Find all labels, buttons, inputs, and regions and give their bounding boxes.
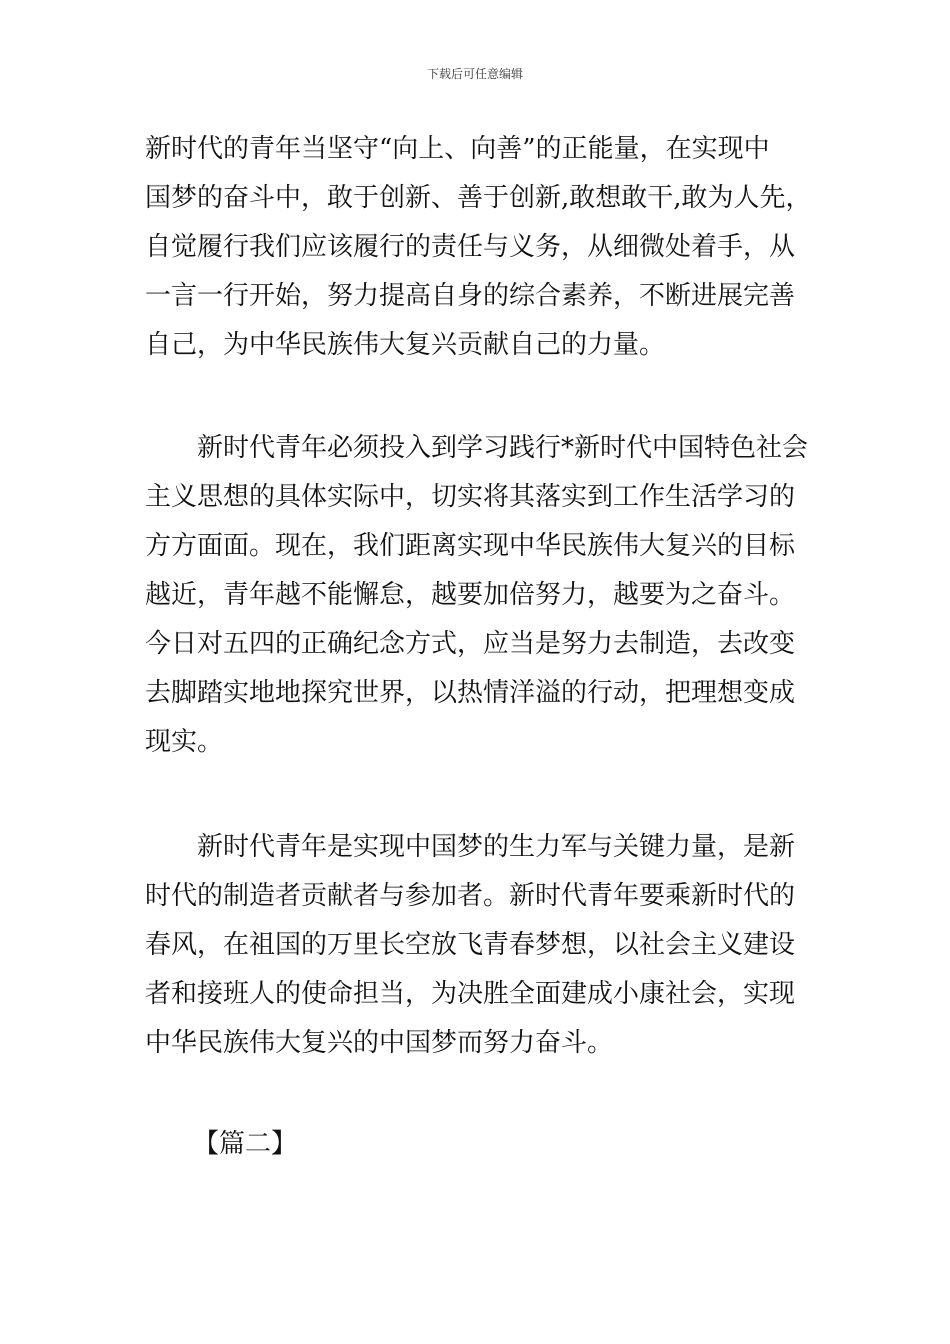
section-heading: 【篇二】 xyxy=(193,1129,298,1159)
paragraph-line: 新时代青年必须投入到学习践行*新时代中国特色社会 xyxy=(145,433,809,463)
paragraph-line: 新时代的青年当坚守“向上、向善”的正能量，在实现中 xyxy=(145,134,770,164)
paragraph-line: 现实。 xyxy=(145,727,224,757)
paragraph-line: 越近，青年越不能懈怠，越要加倍努力，越要为之奋斗。 xyxy=(145,580,796,610)
paragraph-line: 主义思想的具体实际中，切实将其落实到工作生活学习的 xyxy=(145,482,796,512)
paragraph-line: 方方面面。现在，我们距离实现中华民族伟大复兴的目标 xyxy=(145,531,796,561)
paragraph-1 xyxy=(145,125,812,370)
paragraph-line: 今日对五四的正确纪念方式，应当是努力去制造，去改变 xyxy=(145,629,796,659)
paragraph-line: 时代的制造者贡献者与参加者。新时代青年要乘新时代的 xyxy=(145,881,796,911)
paragraph-line: 去脚踏实地地探究世界，以热情洋溢的行动，把理想变成 xyxy=(145,678,796,708)
paragraph-3 xyxy=(145,823,795,1068)
paragraph-line: 自己，为中华民族伟大复兴贡献自己的力量。 xyxy=(145,330,666,360)
paragraph-2 xyxy=(145,424,808,767)
paragraph-line: 者和接班人的使命担当，为决胜全面建成小康社会，实现 xyxy=(145,979,796,1009)
paragraph-line: 新时代青年是实现中国梦的生力军与关键力量，是新 xyxy=(145,832,796,862)
paragraph-line: 一言一行开始，努力提高自身的综合素养，不断进展完善 xyxy=(145,281,796,311)
paragraph-line: 春风，在祖国的万里长空放飞青春梦想，以社会主义建设 xyxy=(145,930,796,960)
paragraph-line: 国梦的奋斗中，敢于创新、善于创新,敢想敢干,敢为人先， xyxy=(145,183,812,213)
paragraph-line: 自觉履行我们应该履行的责任与义务，从细微处着手，从 xyxy=(145,232,796,262)
page-header-note: 下载后可任意编辑 xyxy=(426,67,523,81)
paragraph-line: 中华民族伟大复兴的中国梦而努力奋斗。 xyxy=(145,1028,614,1058)
